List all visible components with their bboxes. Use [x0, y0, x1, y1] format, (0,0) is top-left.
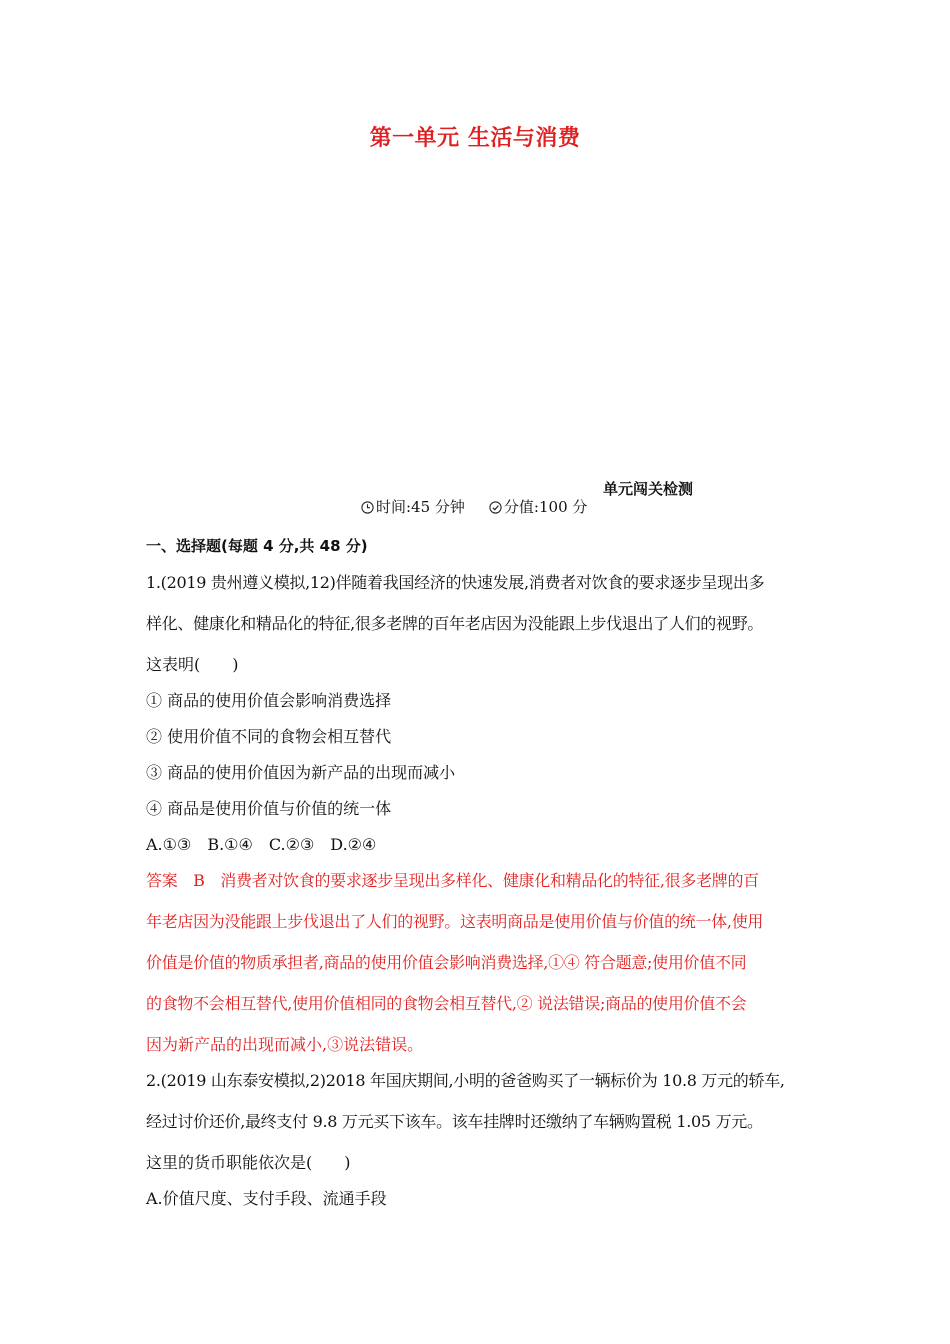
exam-score: 分值:100 分: [503, 498, 588, 516]
question-2-stem-line: 经过讨价还价,最终支付 9.8 万元买下该车。该车挂牌时还缴纳了车辆购置税 1.05 万元。: [146, 1112, 763, 1131]
answer-line: 的食物不会相互替代,使用价值相同的食物会相互替代,② 说法错误;商品的使用价值不会: [146, 994, 747, 1013]
check-circle-icon: [489, 500, 502, 513]
question-1-options: A.①③ B.①④ C.②③ D.②④: [146, 835, 377, 854]
section-heading: 一、选择题(每题 4 分,共 48 分): [146, 537, 368, 555]
question-1-stem-line: 这表明( ): [146, 655, 239, 674]
answer-line: 答案 B 消费者对饮食的要求逐步呈现出多样化、健康化和精品化的特征,很多老牌的百: [146, 871, 759, 890]
question-1-stem-line: 样化、健康化和精品化的特征,很多老牌的百年老店因为没能跟上步伐退出了人们的视野。: [146, 614, 764, 633]
answer-line: 价值是价值的物质承担者,商品的使用价值会影响消费选择,①④ 符合题意;使用价值不同: [146, 953, 747, 972]
exam-time: 时间:45 分钟: [376, 498, 465, 516]
statement-4: ④ 商品是使用价值与价值的统一体: [146, 799, 392, 818]
unit-heading: 单元闯关检测: [603, 480, 694, 498]
answer-line: 因为新产品的出现而减小,③说法错误。: [146, 1035, 424, 1054]
answer-line: 年老店因为没能跟上步伐退出了人们的视野。这表明商品是使用价值与价值的统一体,使用: [146, 912, 764, 931]
clock-icon: [361, 500, 374, 513]
exam-meta: [361, 496, 587, 517]
statement-3: ③ 商品的使用价值因为新产品的出现而减小: [146, 763, 456, 782]
question-2-option-a: A.价值尺度、支付手段、流通手段: [146, 1189, 387, 1208]
question-2-stem-line: 这里的货币职能依次是( ): [146, 1153, 351, 1172]
statement-2: ② 使用价值不同的食物会相互替代: [146, 727, 392, 746]
question-2-stem-line: 2.(2019 山东泰安模拟,2)2018 年国庆期间,小明的爸爸购买了一辆标价为 10.8 万元的轿车,: [146, 1071, 785, 1090]
page-title: 第一单元 生活与消费: [369, 126, 581, 151]
question-1-stem-line: 1.(2019 贵州遵义模拟,12)伴随着我国经济的快速发展,消费者对饮食的要求逐步呈现出多: [146, 573, 765, 592]
statement-1: ① 商品的使用价值会影响消费选择: [146, 691, 392, 710]
